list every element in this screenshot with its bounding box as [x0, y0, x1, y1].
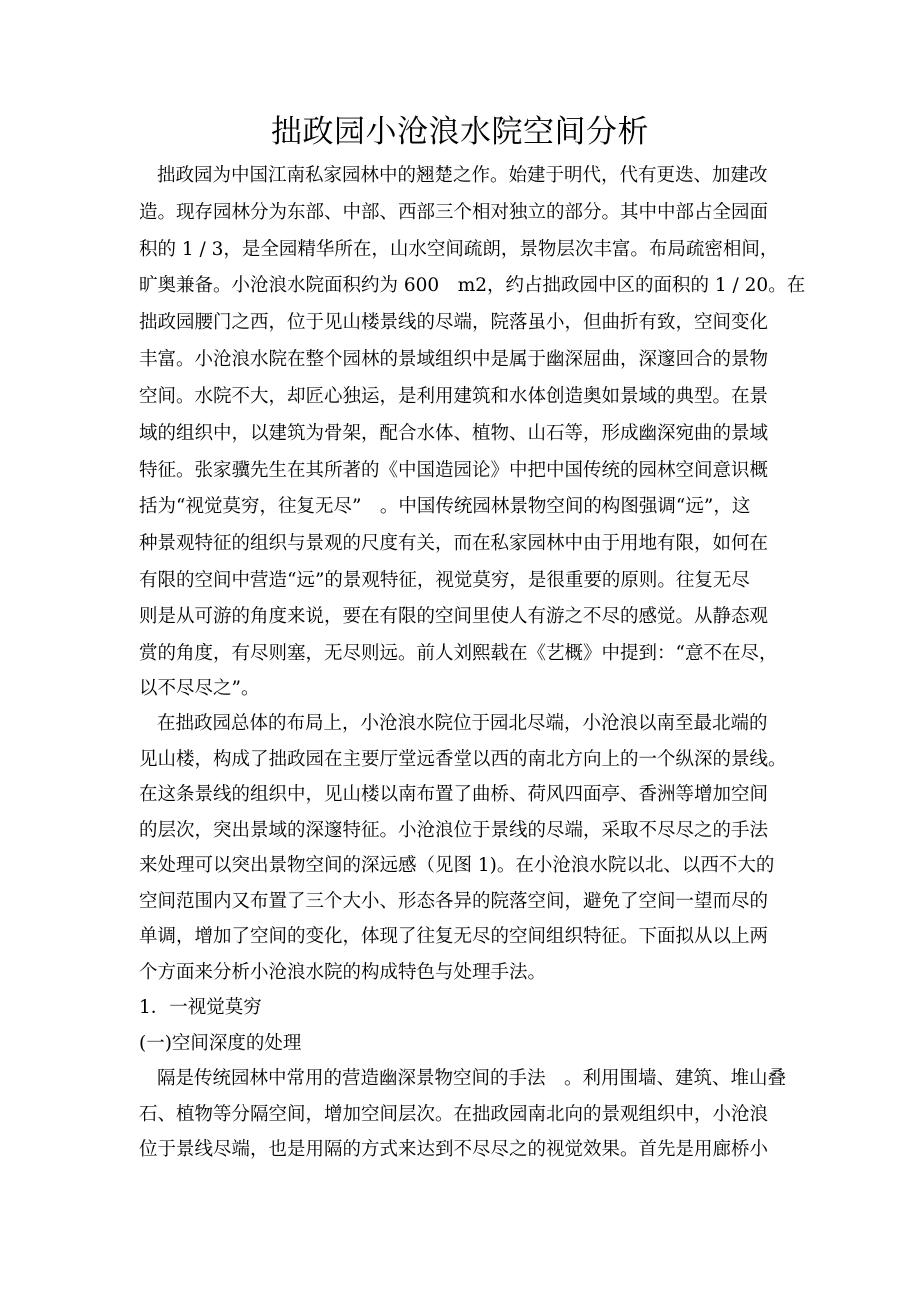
- paragraph-line: 在这条景线的组织中，见山楼以南布置了曲桥、荷风四面亭、香洲等增加空间: [139, 784, 769, 805]
- paragraph-line: 赏的角度，有尽则塞，无尽则远。前人刘熙载在《艺概》中提到：“意不在尽，: [139, 643, 778, 664]
- paragraph-line: 单调，增加了空间的变化，体现了往复无尽的空间组织特征。下面拟从以上两: [139, 926, 769, 947]
- paragraph-line: 个方面来分析小沧浪水院的构成特色与处理手法。: [139, 962, 547, 983]
- paragraph-line: 有限的空间中营造“远”的景观特征，视觉莫穷，是很重要的原则。往复无尽: [139, 570, 750, 591]
- document-title: 拙政园小沧浪水院空间分析: [271, 114, 649, 150]
- paragraph-line: 旷奥兼备。小沧浪水院面积约为 600 m2，约占拙政园中区的面积的 1 / 20。在: [139, 275, 806, 296]
- paragraph-line: 位于景线尽端，也是用隔的方式来达到不尽尽之的视觉效果。首先是用廊桥小: [139, 1139, 769, 1160]
- paragraph-line: 以不尽尽之”。: [139, 678, 260, 699]
- paragraph-line: 拙政园为中国江南私家园林中的翘楚之作。始建于明代，代有更迭、加建改: [157, 165, 768, 186]
- paragraph-line: 域的组织中，以建筑为骨架，配合水体、植物、山石等，形成幽深宛曲的景域: [139, 423, 769, 444]
- paragraph-line: 丰富。小沧浪水院在整个园林的景域组织中是属于幽深屈曲，深邃回合的景物: [139, 349, 769, 370]
- paragraph-line: 特征。张家骥先生在其所著的《中国造园论》中把中国传统的园林空间意识概: [139, 460, 769, 481]
- paragraph-line: 种景观特征的组织与景观的尺度有关，而在私家园林中由于用地有限，如何在: [139, 533, 769, 554]
- paragraph-line: 则是从可游的角度来说，要在有限的空间里使人有游之不尽的感觉。从静态观: [139, 606, 769, 627]
- paragraph-line: 积的 1 / 3，是全园精华所在，山水空间疏朗，景物层次丰富。布局疏密相间，: [139, 239, 779, 260]
- subsection-heading: (一)空间深度的处理: [139, 1033, 302, 1054]
- section-heading: 1．一视觉莫穷: [139, 997, 262, 1018]
- paragraph-line: 来处理可以突出景物空间的深远感（见图 1)。在小沧浪水院以北、以西不大的: [139, 855, 775, 876]
- paragraph-line: 括为“视觉莫穷，往复无尽” 。中国传统园林景物空间的构图强调“远”，这: [139, 496, 751, 517]
- paragraph-line: 在拙政园总体的布局上，小沧浪水院位于园北尽端，小沧浪以南至最北端的: [157, 713, 768, 734]
- paragraph-line: 空间。水院不大，却匠心独运，是利用建筑和水体创造奥如景域的典型。在景: [139, 386, 769, 407]
- paragraph-line: 拙政园腰门之西，位于见山楼景线的尽端，院落虽小，但曲折有致，空间变化: [139, 312, 769, 333]
- paragraph-line: 的层次，突出景域的深邃特征。小沧浪位于景线的尽端，采取不尽尽之的手法: [139, 820, 769, 841]
- paragraph-line: 见山楼，构成了拙政园在主要厅堂远香堂以西的南北方向上的一个纵深的景线。: [139, 749, 787, 770]
- paragraph-line: 石、植物等分隔空间，增加空间层次。在拙政园南北向的景观组织中，小沧浪: [139, 1104, 769, 1125]
- paragraph-line: 隔是传统园林中常用的营造幽深景物空间的手法 。利用围墙、建筑、堆山叠: [157, 1068, 787, 1089]
- paragraph-line: 造。现存园林分为东部、中部、西部三个相对独立的部分。其中中部占全园面: [139, 202, 769, 223]
- paragraph-line: 空间范围内又布置了三个大小、形态各异的院落空间，避免了空间一望而尽的: [139, 891, 769, 912]
